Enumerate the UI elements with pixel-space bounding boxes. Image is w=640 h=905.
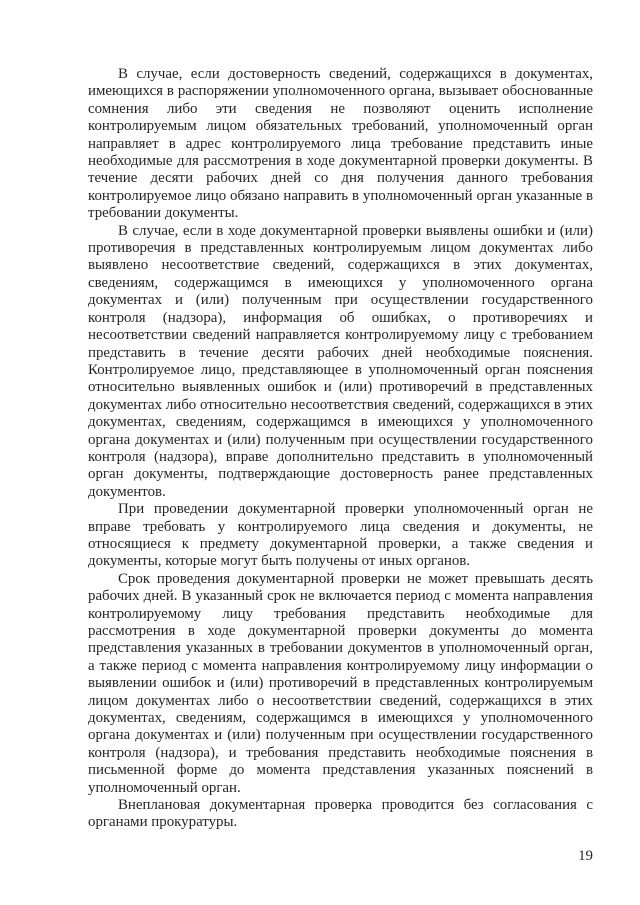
paragraph-prohibited-requests: При проведении документарной проверки уполномоченный орган не вправе требовать у контролируемого лица сведения и документы, не относящиеся к предмету документарной проверки, а также сведения и документы, которые могут быть получены от иных органов. bbox=[88, 501, 593, 570]
paragraph-unscheduled-inspection: Внеплановая документарная проверка проводится без согласования с органами прокуратуры. bbox=[88, 797, 593, 831]
paragraph-errors-and-contradictions: В случае, если в ходе документарной проверки выявлены ошибки и (или) противоречия в представленных контролируемым лицом документах либо выявлено несоответствие сведений, содержащихся в этих документах, сведениям, содержащимся в имеющихся у уполномоченного органа документах и (или) полученным при осуществлении государственного контроля (надзора), информация об ошибках, о противоречиях и несоответствии сведений направляется контролируемому лицу с требованием представить в течение десяти рабочих дней необходимые пояснения. Контролируемое лицо, представляющее в уполномоченный орган пояснения относительно выявленных ошибок и (или) противоречий в представленных документах либо относительно несоответствия сведений, содержащихся в этих документах, сведениям, содержащимся в имеющихся у уполномоченного органа документах и (или) полученным при осуществлении государственного контроля (надзора), вправе дополнительно представить в уполномоченный орган документы, подтверждающие достоверность ранее представленных документов. bbox=[88, 222, 593, 500]
page-number: 19 bbox=[578, 848, 593, 864]
document-body bbox=[88, 66, 593, 832]
paragraph-doubtful-information: В случае, если достоверность сведений, содержащихся в документах, имеющихся в распоряжении уполномоченного органа, вызывает обоснованные сомнения либо эти сведения не позволяют оценить исполнение контролируемым лицом обязательных требований, уполномоченный орган направляет в адрес контролируемого лица требование представить иные необходимые для рассмотрения в ходе документарной проверки документы. В течение десяти рабочих дней со дня получения данного требования контролируемое лицо обязано направить в уполномоченный орган указанные в требовании документы. bbox=[88, 66, 593, 222]
paragraph-inspection-duration: Срок проведения документарной проверки не может превышать десять рабочих дней. В указанный срок не включается период с момента направления контролируемому лицу требования представить необходимые для рассмотрения в ходе документарной проверки документы до момента представления указанных в требовании документов в уполномоченный орган, а также период с момента направления контролируемому лицу информации о выявлении ошибок и (или) противоречий в представленных контролируемым лицом документах либо о несоответствии сведений, содержащихся в этих документах, сведениям, содержащимся в имеющихся у уполномоченного органа документах и (или) полученным при осуществлении государственного контроля (надзора), и требования представить необходимые пояснения в письменной форме до момента представления указанных пояснений в уполномоченный орган. bbox=[88, 570, 593, 796]
